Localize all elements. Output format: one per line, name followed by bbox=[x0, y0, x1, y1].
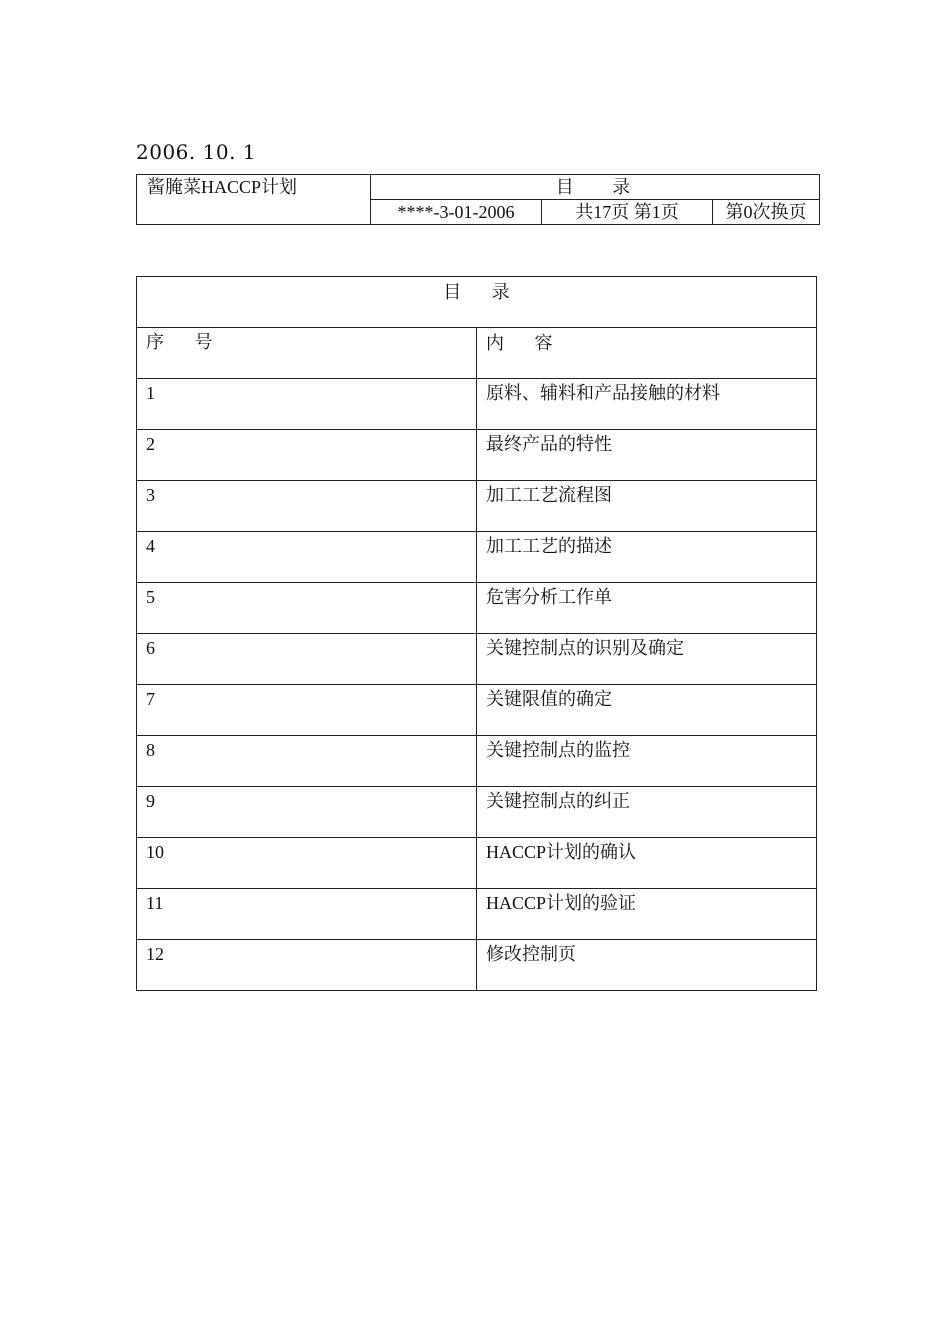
table-row bbox=[137, 889, 817, 940]
table-row bbox=[137, 430, 817, 481]
document-name: 酱腌菜HACCP计划 bbox=[137, 175, 371, 225]
table-row bbox=[137, 685, 817, 736]
row-number: 9 bbox=[137, 787, 477, 838]
table-row bbox=[137, 583, 817, 634]
table-row bbox=[137, 838, 817, 889]
column-header-number: 序 号 bbox=[137, 328, 477, 379]
table-of-contents bbox=[136, 276, 817, 991]
row-number: 1 bbox=[137, 379, 477, 430]
column-header-content: 内 容 bbox=[477, 328, 817, 379]
row-content: 关键限值的确定 bbox=[477, 685, 817, 736]
row-content: 关键控制点的监控 bbox=[477, 736, 817, 787]
toc-title: 目 录 bbox=[137, 277, 817, 328]
document-code: ****-3-01-2006 bbox=[371, 200, 542, 225]
table-row bbox=[137, 736, 817, 787]
revision-info: 第0次换页 bbox=[713, 200, 820, 225]
row-number: 12 bbox=[137, 940, 477, 991]
row-content: 加工工艺流程图 bbox=[477, 481, 817, 532]
row-content: 加工工艺的描述 bbox=[477, 532, 817, 583]
row-number: 10 bbox=[137, 838, 477, 889]
document-date: 2006. 10. 1 bbox=[136, 140, 257, 164]
row-content: 关键控制点的识别及确定 bbox=[477, 634, 817, 685]
document-header-table bbox=[136, 174, 820, 225]
row-content: 最终产品的特性 bbox=[477, 430, 817, 481]
header-row-top bbox=[137, 175, 820, 200]
row-content: 关键控制点的纠正 bbox=[477, 787, 817, 838]
row-number: 2 bbox=[137, 430, 477, 481]
row-number: 6 bbox=[137, 634, 477, 685]
row-content: 危害分析工作单 bbox=[477, 583, 817, 634]
table-row bbox=[137, 379, 817, 430]
row-number: 5 bbox=[137, 583, 477, 634]
row-number: 7 bbox=[137, 685, 477, 736]
table-row bbox=[137, 940, 817, 991]
toc-title-row bbox=[137, 277, 817, 328]
row-number: 8 bbox=[137, 736, 477, 787]
table-row bbox=[137, 481, 817, 532]
row-number: 11 bbox=[137, 889, 477, 940]
toc-header-row bbox=[137, 328, 817, 379]
row-content: 修改控制页 bbox=[477, 940, 817, 991]
row-number: 4 bbox=[137, 532, 477, 583]
page-count: 共17页 第1页 bbox=[542, 200, 713, 225]
row-number: 3 bbox=[137, 481, 477, 532]
row-content: HACCP计划的验证 bbox=[477, 889, 817, 940]
section-title: 目 录 bbox=[371, 175, 820, 200]
table-row bbox=[137, 787, 817, 838]
row-content: 原料、辅料和产品接触的材料 bbox=[477, 379, 817, 430]
row-content: HACCP计划的确认 bbox=[477, 838, 817, 889]
table-row bbox=[137, 634, 817, 685]
table-row bbox=[137, 532, 817, 583]
